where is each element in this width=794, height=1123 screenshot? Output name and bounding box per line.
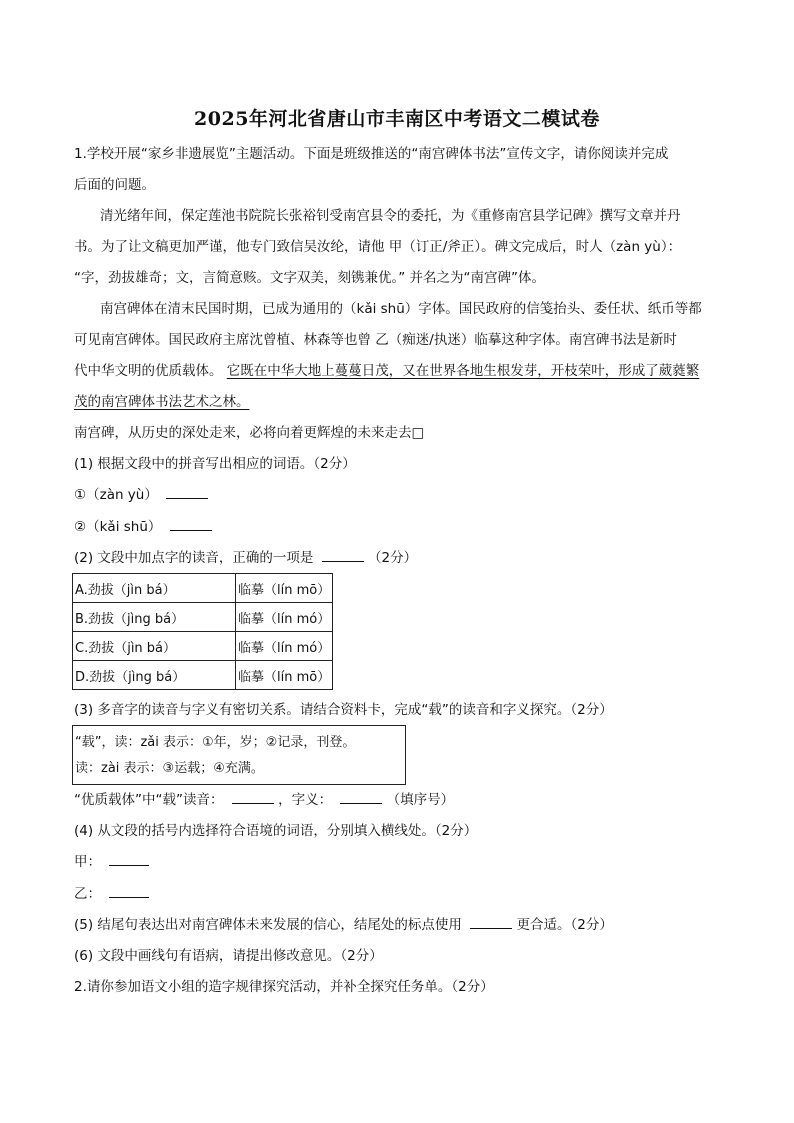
passage-p3: 南宫碑，从历史的深处走来，必将向着更辉煌的未来走去□ bbox=[74, 425, 425, 441]
q1-intro-line2: 后面的问题。 bbox=[74, 177, 155, 193]
info-card bbox=[72, 725, 406, 785]
answer-blank-jia[interactable] bbox=[109, 853, 149, 866]
table-row[interactable] bbox=[73, 632, 333, 661]
subquestion-4b bbox=[74, 885, 149, 903]
option-b-left: B.劲拔（jìng bá） bbox=[73, 603, 236, 632]
option-c-left: C.劲拔（jìn bá） bbox=[73, 632, 236, 661]
subquestion-1b bbox=[74, 518, 212, 536]
subquestion-2 bbox=[74, 549, 417, 567]
s3-prompt-b: ，字义： bbox=[278, 792, 333, 808]
s4b-label: 乙： bbox=[74, 886, 101, 902]
subquestion-4a bbox=[74, 853, 149, 871]
subquestion-4: (4) 从文段的括号内选择符合语境的词语，分别填入横线处。（2分） bbox=[74, 823, 478, 839]
option-a-left: A.劲拔（jìn bá） bbox=[73, 574, 236, 603]
answer-blank-s2[interactable] bbox=[322, 549, 364, 562]
subquestion-6: (6) 文段中画线句有语病，请提出修改意见。（2分） bbox=[74, 948, 383, 964]
s3-prompt-c: （填序号） bbox=[386, 792, 455, 808]
subquestion-5 bbox=[74, 916, 613, 934]
answer-blank-meaning[interactable] bbox=[340, 791, 382, 804]
option-d-right: 临摹（lín mō） bbox=[236, 661, 333, 690]
option-a-right: 临摹（lín mō） bbox=[236, 574, 333, 603]
s5-prompt-b: 更合适。（2分） bbox=[516, 917, 613, 933]
passage-p2-line3 bbox=[74, 362, 699, 380]
p2-plain-text: 代中华文明的优质载体。 bbox=[74, 363, 223, 379]
answer-blank-kaishu[interactable] bbox=[170, 518, 212, 531]
s1b-label: ②（kǎi shū） bbox=[74, 519, 162, 535]
underlined-sentence-part1: 它既在中华大地上蔓蔓日茂，又在世界各地生根发芽，开枝荣叶，形成了葳蕤繁 bbox=[226, 363, 700, 379]
answer-blank-pronunciation[interactable] bbox=[232, 791, 274, 804]
subquestion-3-prompt bbox=[74, 791, 454, 809]
passage-p1-line1: 清光绪年间，保定莲池书院院长张裕钊受南宫县令的委托，为《重修南宫县学记碑》撰写文章并丹 bbox=[100, 208, 681, 224]
s3-prompt-a: “优质载体”中“载”读音： bbox=[74, 792, 224, 808]
question-2: 2.请你参加语文小组的造字规律探究活动，并补全探究任务单。（2分） bbox=[74, 979, 494, 995]
answer-blank-zanyu[interactable] bbox=[166, 486, 208, 499]
passage-p2-line1: 南宫碑体在清末民国时期，已成为通用的（kǎi shū）字体。国民政府的信笺抬头、委任状、纸币等都 bbox=[100, 301, 702, 317]
table-row[interactable] bbox=[73, 603, 333, 632]
card-line1: “载”，读：zǎi 表示：①年，岁；②记录，刊登。 bbox=[75, 735, 356, 750]
passage-p1-line3: “字，劲拔雄奇；文，言简意赅。文字双美，刻镌兼优。” 并名之为“南宫碑”体。 bbox=[74, 270, 546, 286]
s4a-label: 甲： bbox=[74, 854, 101, 870]
table-row[interactable] bbox=[73, 574, 333, 603]
page-title: 2025年河北省唐山市丰南区中考语文二模试卷 bbox=[194, 108, 600, 130]
passage-p2-line2: 可见南宫碑体。国民政府主席沈曾植、林森等也曾 乙（痴迷/执迷）临摹这种字体。南宫碑书法是新时 bbox=[74, 332, 677, 348]
option-c-right: 临摹（lín mó） bbox=[236, 632, 333, 661]
s2-score: （2分） bbox=[368, 550, 418, 566]
s2-label: (2) 文段中加点字的读音，正确的一项是 bbox=[74, 550, 314, 566]
table-row[interactable] bbox=[73, 661, 333, 690]
passage-p1-line2: 书。为了让文稿更加严谨，他专门致信吴汝纶，请他 甲（订正/斧正）。碑文完成后，时人（zàn yù）： bbox=[74, 239, 682, 255]
subquestion-1a bbox=[74, 486, 208, 504]
options-table bbox=[72, 573, 333, 690]
s1a-label: ①（zàn yù） bbox=[74, 487, 158, 503]
answer-blank-punctuation[interactable] bbox=[470, 916, 512, 929]
s5-prompt-a: (5) 结尾句表达出对南宫碑体未来发展的信心，结尾处的标点使用 bbox=[74, 917, 462, 933]
underlined-sentence-part2: 茂的南宫碑体书法艺术之林。 bbox=[74, 394, 250, 410]
answer-blank-yi[interactable] bbox=[109, 885, 149, 898]
q1-intro-line1: 1.学校开展“家乡非遗展览”主题活动。下面是班级推送的“南宫碑体书法”宣传文字，请你阅读并完成 bbox=[74, 146, 669, 162]
subquestion-1: (1) 根据文段中的拼音写出相应的词语。（2分） bbox=[74, 456, 356, 472]
passage-p2-line4 bbox=[74, 393, 250, 411]
card-line2: 读：zài 表示：③运载；④充满。 bbox=[75, 761, 264, 776]
option-b-right: 临摹（lín mó） bbox=[236, 603, 333, 632]
option-d-left: D.劲拔（jìng bá） bbox=[73, 661, 236, 690]
subquestion-3: (3) 多音字的读音与字义有密切关系。请结合资料卡，完成“载”的读音和字义探究。（2分） bbox=[74, 702, 613, 718]
